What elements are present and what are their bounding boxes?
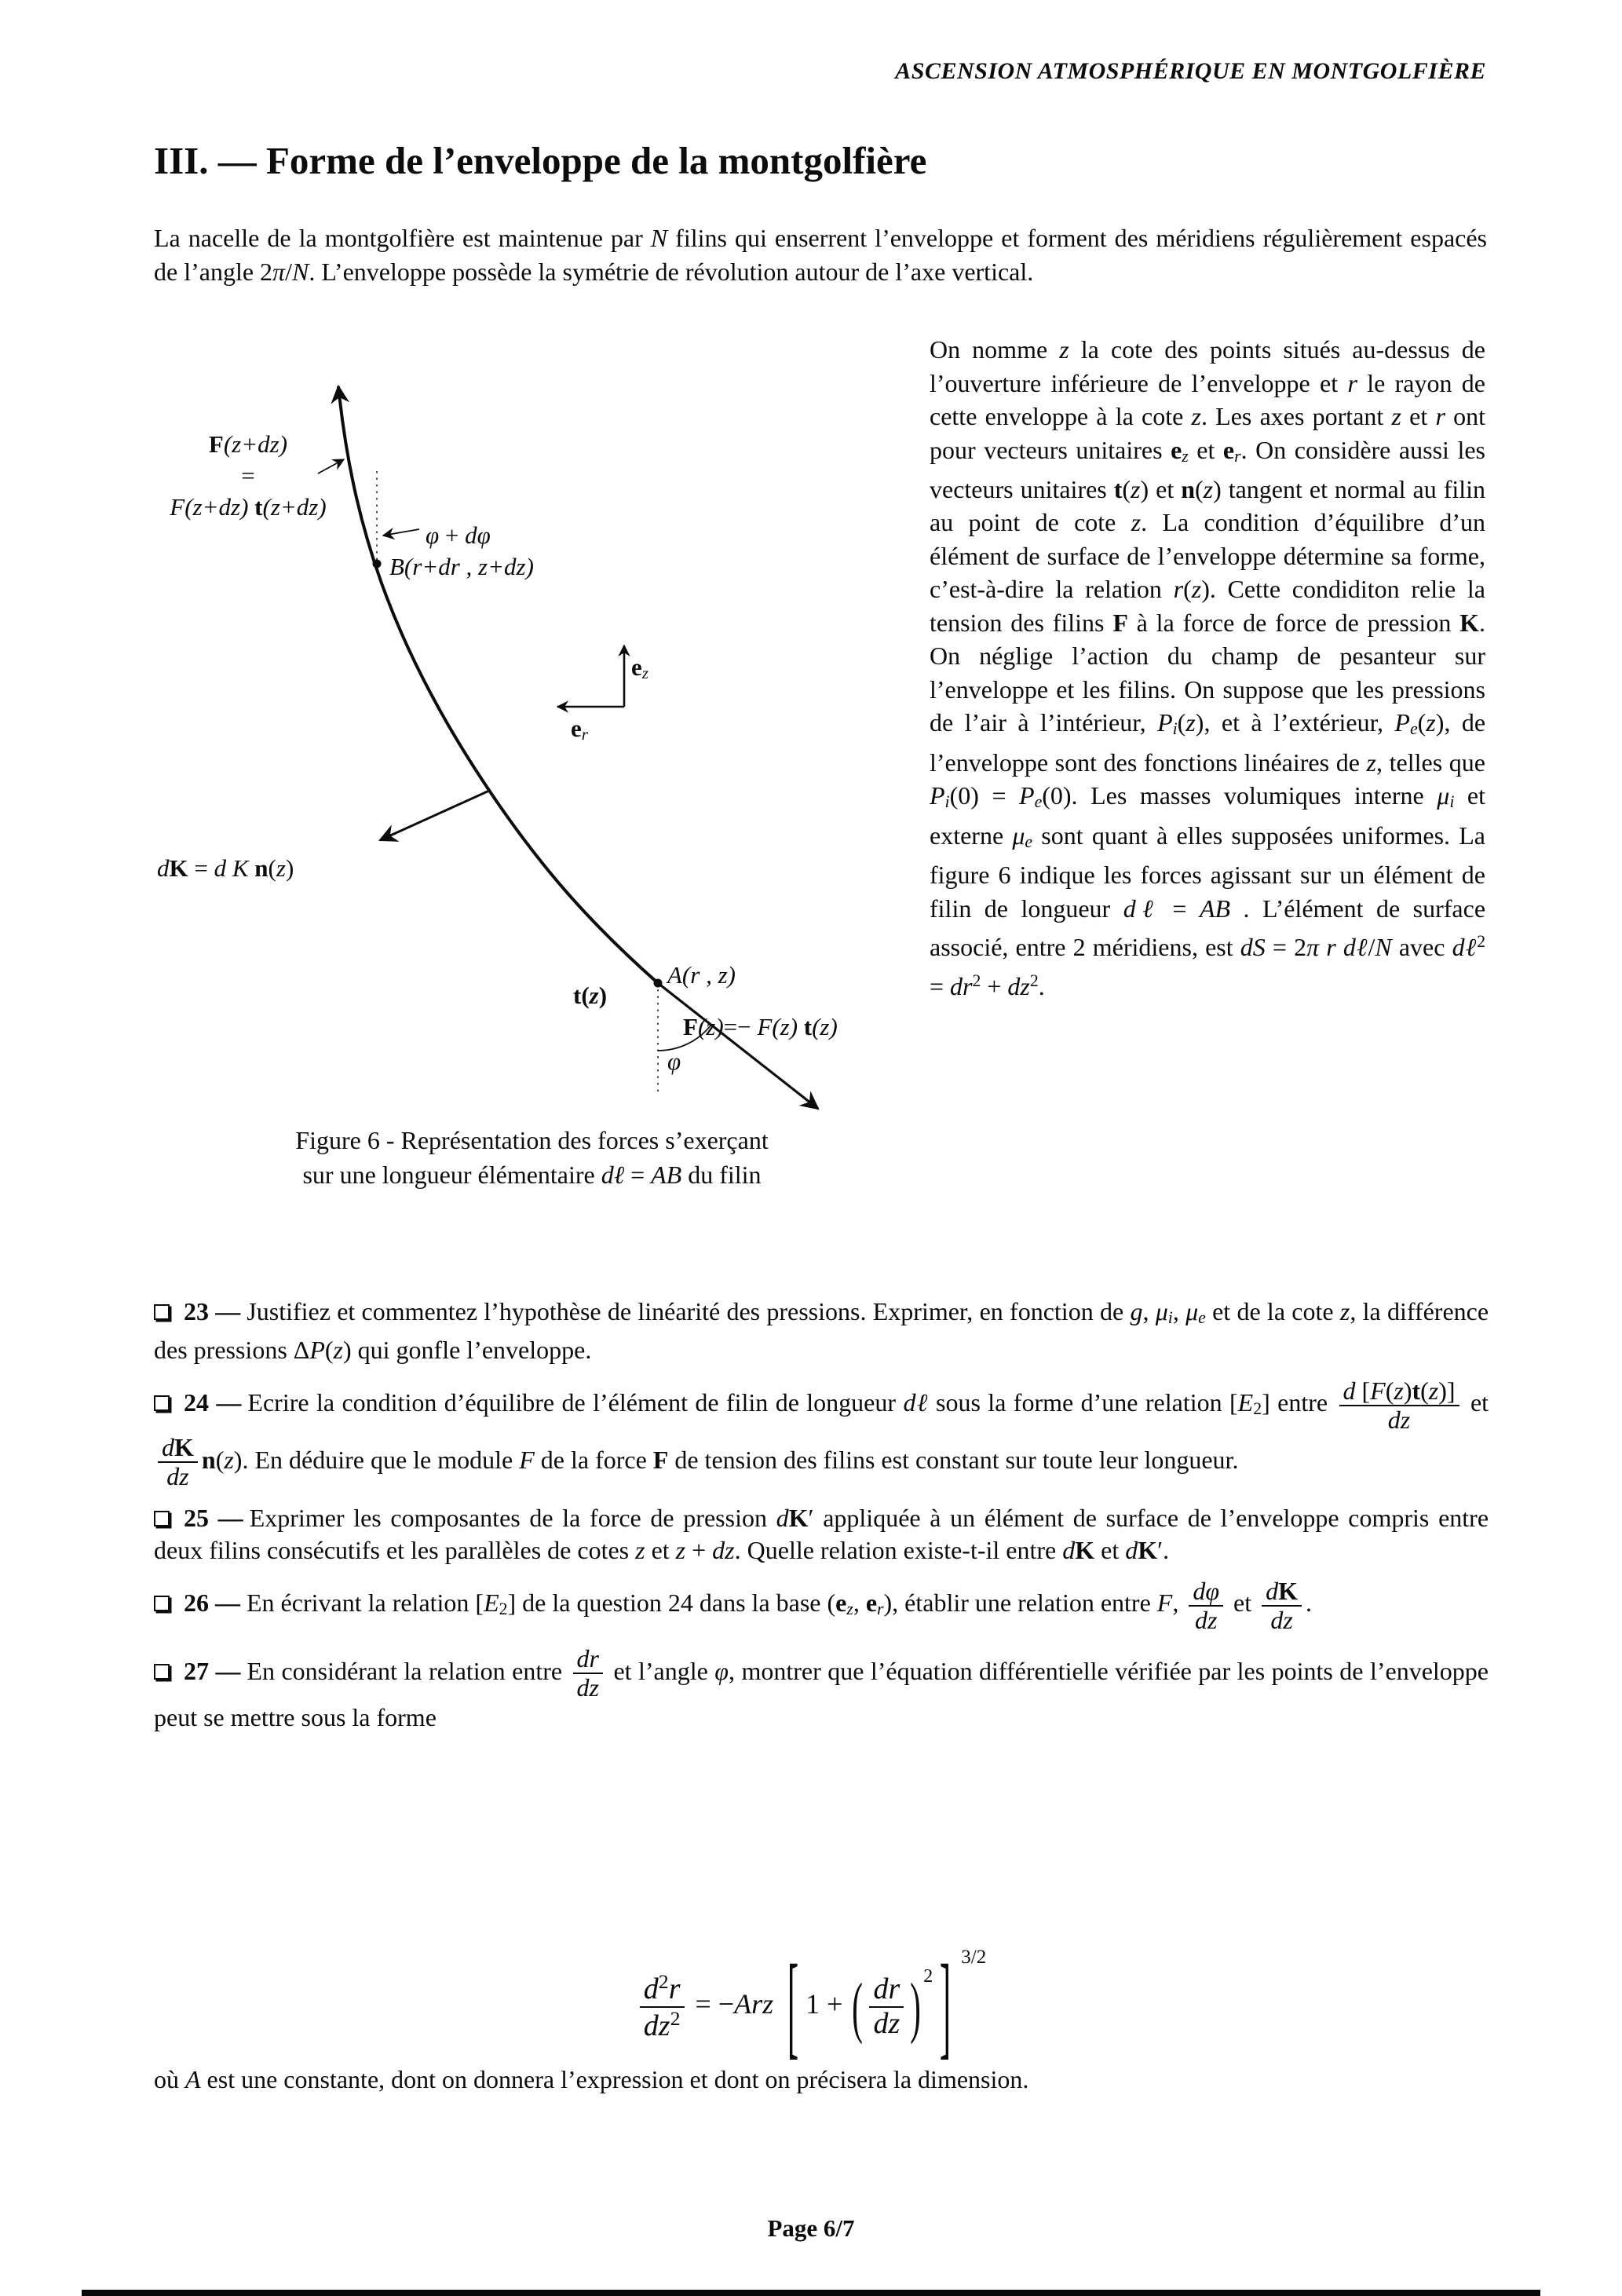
section-title: III. — Forme de l’enveloppe de la montgolfière (154, 139, 927, 182)
question-number: 23 — (184, 1297, 241, 1325)
force-f-bottom-label: F(z)=− F(z) t(z) (683, 1013, 838, 1040)
question-text: En écrivant la relation $[E_2]$ de la question 24 dans la base ($e_z$, $e_r$), établir une relation entre F, $\frac{d\varphi}{dz}$ et $\frac{dK}{dz}$ . (247, 1576, 1313, 1634)
right-column-text: On nomme z la cote des points situés au-dessus de l’ouverture inférieure de l’enveloppe et r le rayon de cette enveloppe à la cote z. Les axes portant z et r ont pour vecteurs unitaires $e_z$ et $e_r$. On considère aussi les vecteurs unitaires t(z) et n(z) tangent et normal au filin au point de cote z. La condition d’équilibre d’un élément de surface de l’enveloppe détermine sa forme, c’est-à-dire la relation r(z). Cette condiditon relie la tension des filins F à la force de force de pression K. On néglige l’action du champ de pesanteur sur l’enveloppe et les filins. On suppose que les pressions de l’air à l’intérieur, $P_i(z)$, et à l’extérieur, $P_e(z)$, de l’enveloppe sont des fonctions linéaires de z, telles que $P_i(0) = P_e(0)$. Les masses volumiques interne $\mu_i$ et externe $\mu_e$ sont quant à elles supposées uniformes. La figure 6 indique les forces agissant sur un élément de filin de longueur dℓ = AB . L’élément de surface associé, entre 2 méridiens, est dS = 2π r dℓ/N avec dℓ$^2$ = $dr^2 + dz^2$. (930, 335, 1486, 1000)
point-a-dot (654, 979, 663, 988)
figure-6 (149, 369, 915, 1217)
scan-artifact-line (82, 2290, 1540, 2296)
figure-caption-line1: Figure 6 - Représentation des forces s’exerçant (295, 1126, 769, 1154)
phi-plus-dphi-label: φ + dφ (426, 521, 491, 549)
checkbox-icon (154, 1395, 170, 1411)
question-number: 26 — (184, 1589, 240, 1618)
tz-vector-label: t(z) (573, 982, 608, 1009)
question-text: Exprimer les composantes de la force de pression dK′ appliquée à un élément de surface de l’enveloppe compris entre deux filins consécutifs et les parallèles de cotes z et z + dz. Quelle relation existe-t-il entre dK et dK′. (154, 1503, 1489, 1564)
question-number: 24 — (184, 1388, 242, 1417)
checkbox-icon (154, 1511, 170, 1526)
point-a-label: A(r , z) (667, 961, 736, 989)
question-24 (154, 1377, 1489, 1491)
question-23 (154, 1296, 1489, 1366)
question-text: Justifiez et commentez l’hypothèse de linéarité des pressions. Exprimer, en fonction de g, $\mu_i$, $\mu_e$ et de la cote z, la différence des pressions ΔP(z) qui gonfle l’enveloppe. (154, 1297, 1489, 1364)
questions-section (154, 1296, 1489, 1745)
figure-caption-line2: sur une longueur élémentaire dℓ = AB du filin (302, 1161, 762, 1189)
question-text: En considérant la relation entre $\frac{dr}{dz}$ et l’angle φ, montrer que l’équation différentielle vérifiée par les points de l’enveloppe peut se mettre sous la forme (154, 1644, 1489, 1732)
dk-force-arrow (380, 791, 489, 840)
differential-equation: $\frac{d^2r}{dz^2}$ = −Arz [ 1 + ( $\frac{dr}{dz}$ ) $^2$ ] $^{3/2}$ (0, 1891, 1622, 2048)
closing-paragraph: où A est une constante, dont on donnera l’expression et dont on précisera la dimension. (154, 2065, 1029, 2093)
checkbox-icon (154, 1664, 170, 1680)
running-header: ASCENSION ATMOSPHÉRIQUE EN MONTGOLFIÈRE (895, 58, 1486, 84)
label-pointer-arrow-phi-dphi (383, 529, 419, 536)
question-text: Ecrire la condition d’équilibre de l’élément de filin de longueur dℓ sous la forme d’une relation $[E_2]$ entre $\frac{d [F(z)t(z)]}{dz}$ et $\frac{dK}{dz}$ n(z). En déduire que le module F de la force F de tension des filins est constant sur toute leur longueur. (154, 1388, 1489, 1473)
question-25 (154, 1502, 1489, 1567)
checkbox-icon (154, 1304, 170, 1320)
question-27 (154, 1645, 1489, 1734)
er-vector-label: $e_r$ (571, 715, 588, 744)
dk-vector-label: dK = d K n(z) (157, 854, 294, 882)
phi-angle-label: φ (667, 1047, 681, 1075)
checkbox-icon (154, 1596, 170, 1611)
point-b-dot (373, 560, 382, 569)
intro-paragraph: La nacelle de la montgolfière est maintenue par N filins qui enserrent l’enveloppe et forment des méridiens régulièrement espacés de l’angle 2π/N. L’enveloppe possède la symétrie de révolution autour de l’axe vertical. (154, 224, 1487, 286)
page-number: Page 6/7 (767, 2214, 855, 2242)
point-b-label: B(r+dr , z+dz) (389, 553, 534, 580)
filin-curve (338, 386, 658, 983)
question-number: 25 — (184, 1503, 243, 1532)
force-f-top-label: F(z+dz) = F(z+dz) t(z+dz) (170, 430, 327, 521)
figure-caption (149, 1123, 915, 1192)
ez-vector-label: $e_z$ (631, 653, 648, 682)
question-number: 27 — (184, 1656, 241, 1685)
question-26 (154, 1578, 1489, 1634)
